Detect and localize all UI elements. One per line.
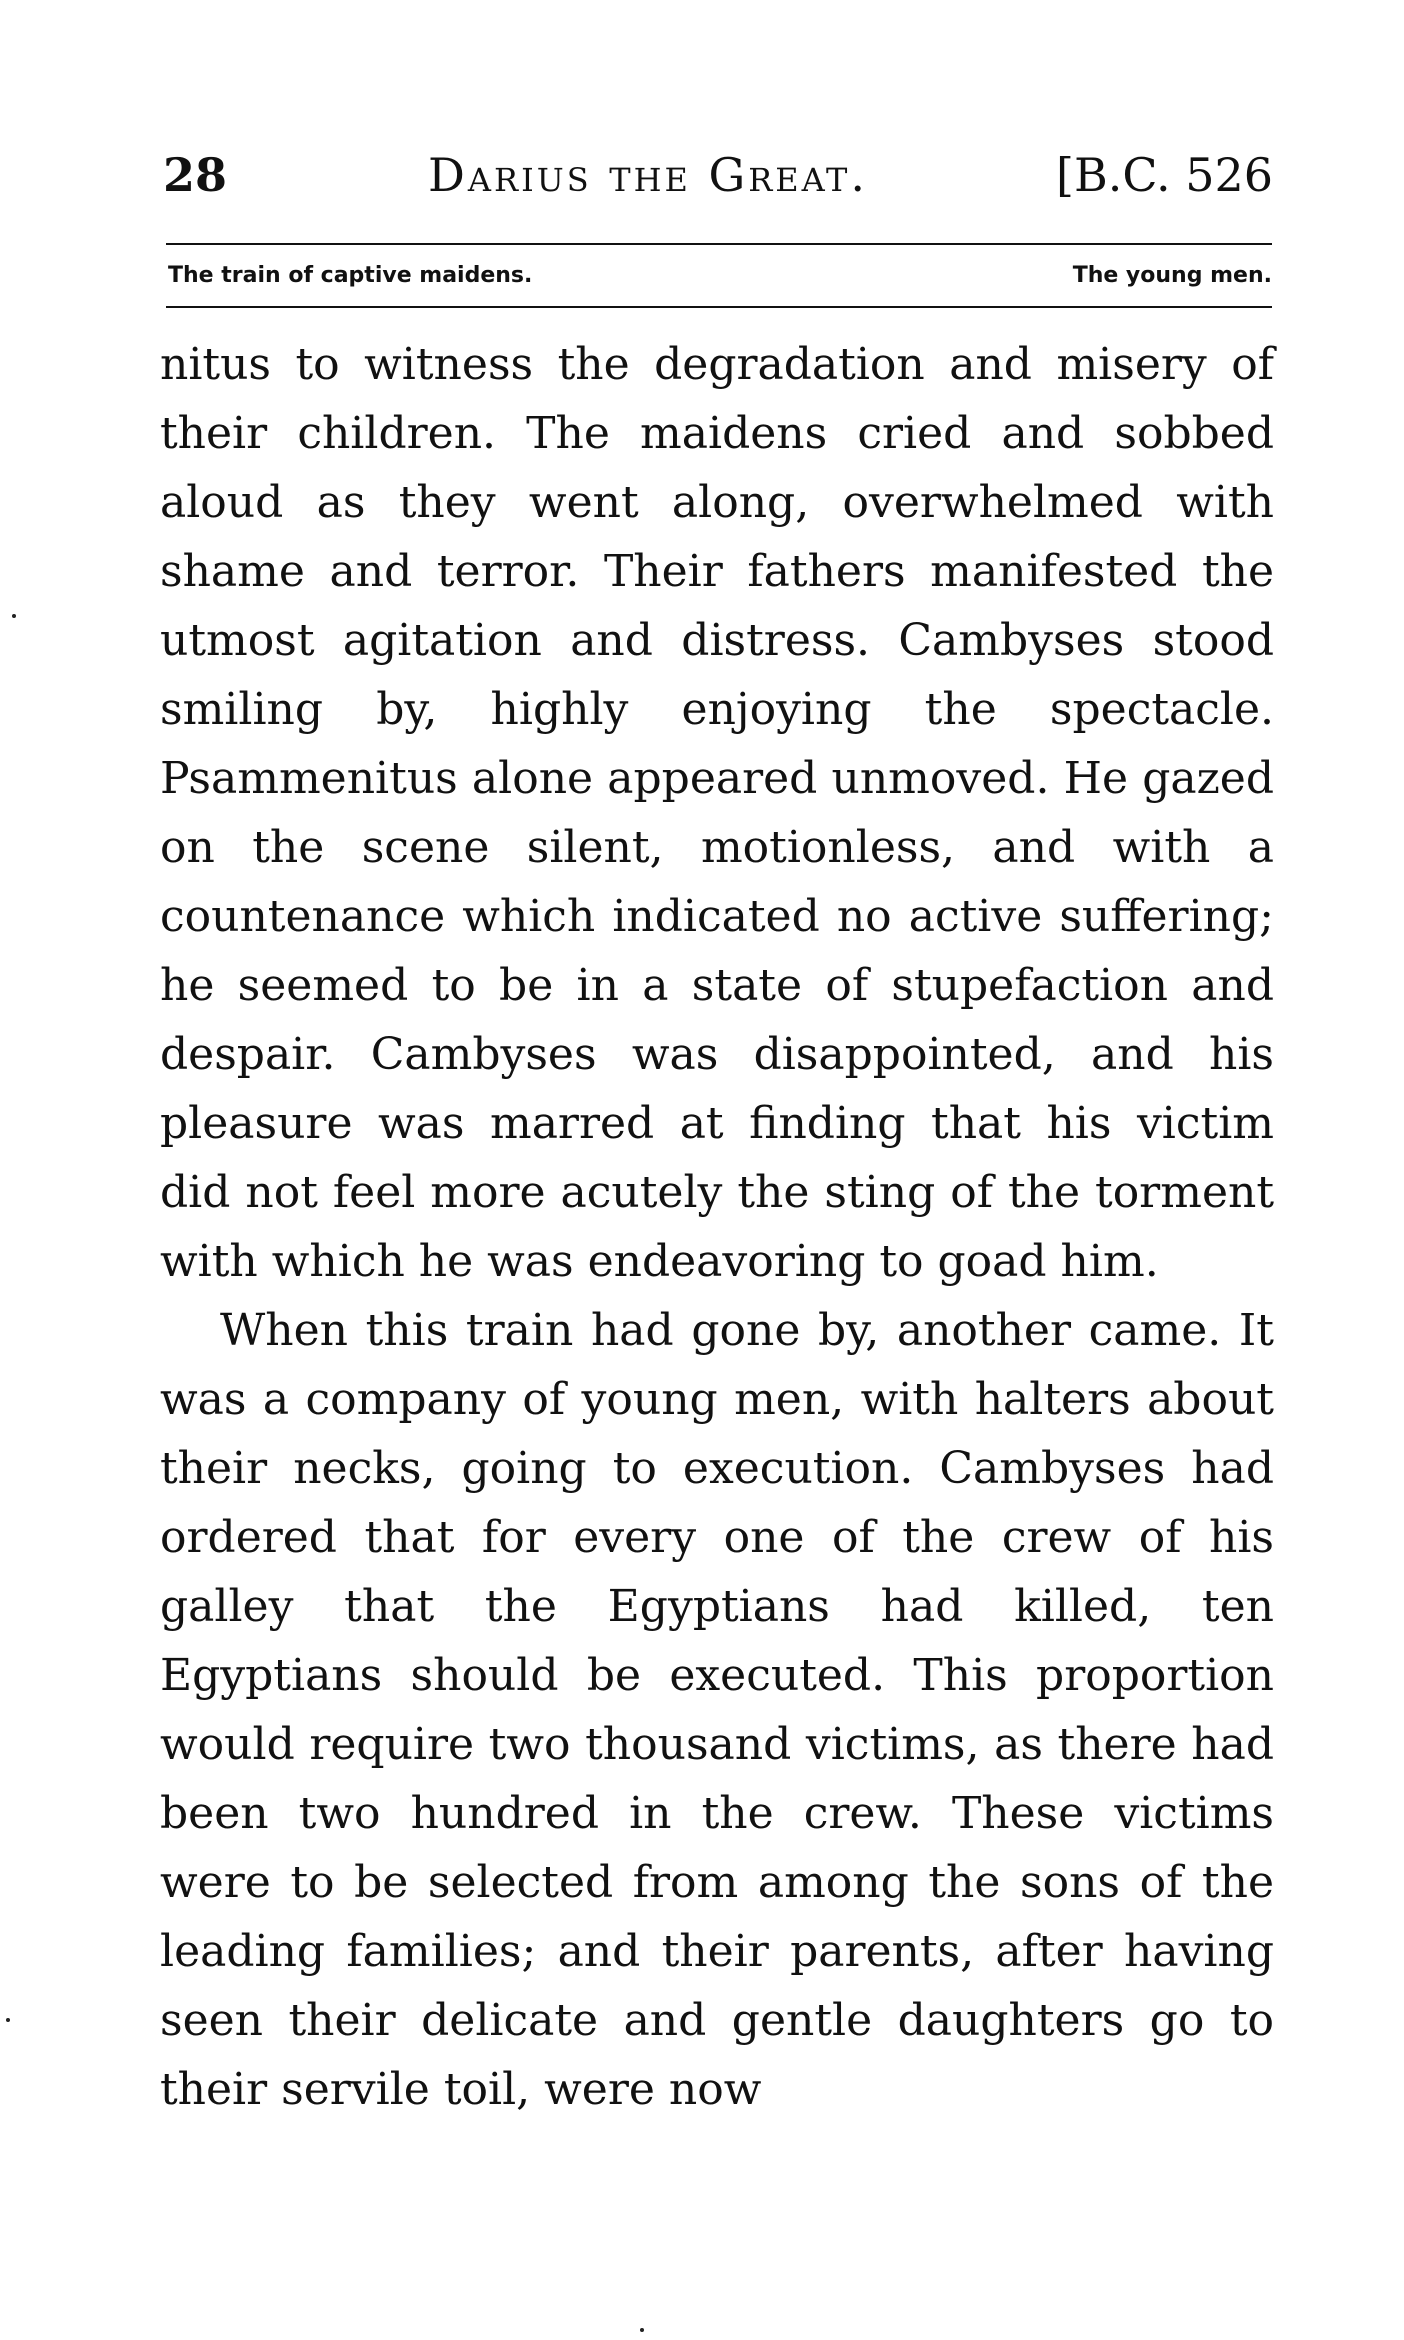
topic-left: The train of captive maidens. <box>168 263 533 288</box>
topic-line <box>168 260 1272 292</box>
paragraph: When this train had gone by, another came. It was a company of young men, with halters about their necks, going to execution. Cambyses had ordered that for every one of the crew of his galley that the Egyptians had killed, ten Egyptians should be executed. This proportion would require two thousand victims, as there had been two hundred in the crew. These victims were to be selected from among the sons of the leading families; and their parents, after having seen their delicate and gentle daughters go to their servile toil, were now <box>160 1305 1274 2115</box>
page-number: 28 <box>163 148 228 202</box>
paragraph-continued: nitus to witness the degradation and misery of their children. The maidens cried and sobbed aloud as they went along, overwhelmed with shame and terror. Their fathers manifested the utmost agitation and distress. Cambyses stood smiling by, highly enjoying the spectacle. Psammenitus alone appeared unmoved. He gazed on the scene silent, motionless, and with a countenance which indicated no active suffering; he seemed to be in a state of stupefaction and despair. Cambyses was disappointed, and his pleasure was marred at finding that his victim did not feel more acutely the sting of the torment with which he was endeavoring to goad him. <box>160 339 1274 1287</box>
header-date: [B.C. 526 <box>1056 148 1273 202</box>
header-rule-top <box>166 243 1272 245</box>
margin-speck <box>6 2018 10 2022</box>
running-title: Darius the Great. <box>428 148 868 202</box>
margin-speck <box>12 614 16 618</box>
page-header <box>163 148 1273 224</box>
body-text <box>160 330 1274 2124</box>
page-speck <box>640 2328 644 2332</box>
topic-right: The young men. <box>1072 263 1272 288</box>
header-rule-bottom <box>166 306 1272 308</box>
